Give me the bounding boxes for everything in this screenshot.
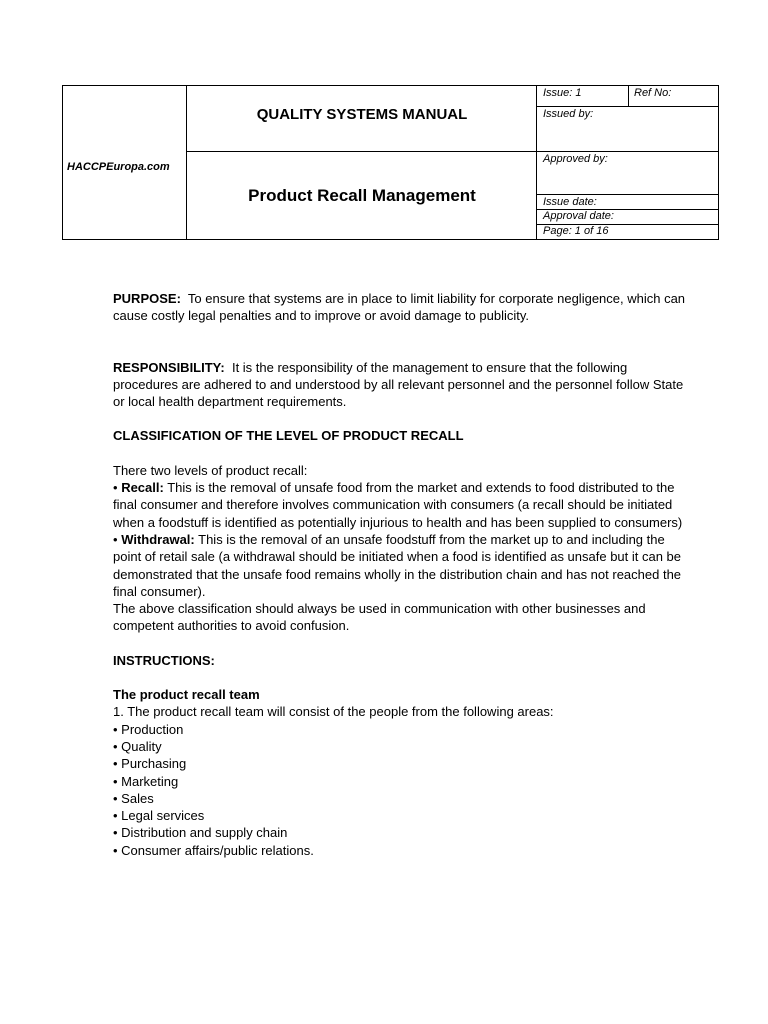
manual-title: QUALITY SYSTEMS MANUAL (256, 106, 468, 123)
list-item: • Consumer affairs/public relations. (113, 842, 314, 858)
page-number: Page: 1 of 16 (543, 225, 609, 237)
header-divider (536, 86, 537, 239)
header-divider (536, 106, 718, 107)
instructions-heading: INSTRUCTIONS: (113, 652, 215, 668)
responsibility-text: It is the responsibility of the management to ensure that the following procedures are adhered to and understood by all relevant personnel and the personnel follow State or local health department requirements. (113, 359, 684, 410)
bullet-icon: • (113, 773, 122, 789)
document-title: Product Recall Management (248, 186, 476, 205)
bullet-icon: • (113, 842, 122, 858)
header-divider (536, 194, 718, 195)
classification-heading: CLASSIFICATION OF THE LEVEL OF PRODUCT RECALL (113, 428, 464, 444)
list-item: • Legal services (113, 808, 205, 824)
list-item: • Marketing (113, 773, 179, 789)
recall-label: Recall: (121, 480, 164, 496)
header-divider (186, 86, 187, 239)
bullet-icon: • (113, 480, 118, 496)
list-item: • Distribution and supply chain (113, 825, 288, 841)
recall-item (113, 479, 693, 531)
list-item: • Purchasing (113, 756, 187, 772)
withdrawal-label: Withdrawal: (121, 531, 195, 547)
withdrawal-item (113, 531, 693, 600)
withdrawal-text: This is the removal of an unsafe foodstuff from the market up to and including the point of retail sale (a withdrawal should be initiated when a food is identified as unsafe but it can be demonstrated that the unsafe food remains wholly in the distribution chain and has not reached the final consumer). (113, 531, 682, 599)
bullet-icon: • (113, 738, 122, 754)
issue-date: Issue date: (543, 196, 597, 208)
header-divider (628, 86, 629, 106)
document-body (113, 290, 693, 859)
bullet-icon: • (113, 531, 118, 547)
document-header (62, 85, 719, 240)
purpose-label: PURPOSE: (113, 291, 181, 306)
bullet-icon: • (113, 808, 122, 824)
recall-text: This is the removal of unsafe food from the market and extends to food distributed to the final consumer and therefore involves communication with consumers (a recall should be initiated when a foodstuff is identified as potentially injurious to health and has been supplied to consumers) (113, 480, 683, 530)
classification-intro: There two levels of product recall: (113, 462, 308, 478)
approval-date: Approval date: (543, 210, 614, 222)
company-site: HACCPEuropa.com (67, 161, 170, 173)
list-item: • Quality (113, 738, 162, 754)
approved-by: Approved by: (543, 153, 608, 165)
bullet-icon: • (113, 721, 122, 737)
ref-number: Ref No: (634, 87, 672, 99)
responsibility-paragraph (113, 359, 693, 411)
list-item: • Production (113, 721, 184, 737)
responsibility-label: RESPONSIBILITY: (113, 359, 225, 375)
purpose-text: To ensure that systems are in place to limit liability for corporate negligence, which can cause costly legal penalties and to improve or avoid damage to publicity. (113, 291, 686, 324)
team-heading: The product recall team (113, 687, 260, 703)
header-divider (186, 151, 718, 152)
bullet-icon: • (113, 825, 122, 841)
purpose-paragraph (113, 290, 693, 325)
list-item: • Sales (113, 790, 154, 806)
team-areas-list (113, 721, 693, 859)
classification-note: The above classification should always be used in communication with other businesses and competent authorities to avoid confusion. (113, 601, 646, 634)
bullet-icon: • (113, 790, 122, 806)
issue-number: Issue: 1 (543, 87, 582, 99)
bullet-icon: • (113, 756, 122, 772)
issued-by: Issued by: (543, 108, 594, 120)
team-intro: 1. The product recall team will consist of the people from the following areas: (113, 704, 554, 720)
